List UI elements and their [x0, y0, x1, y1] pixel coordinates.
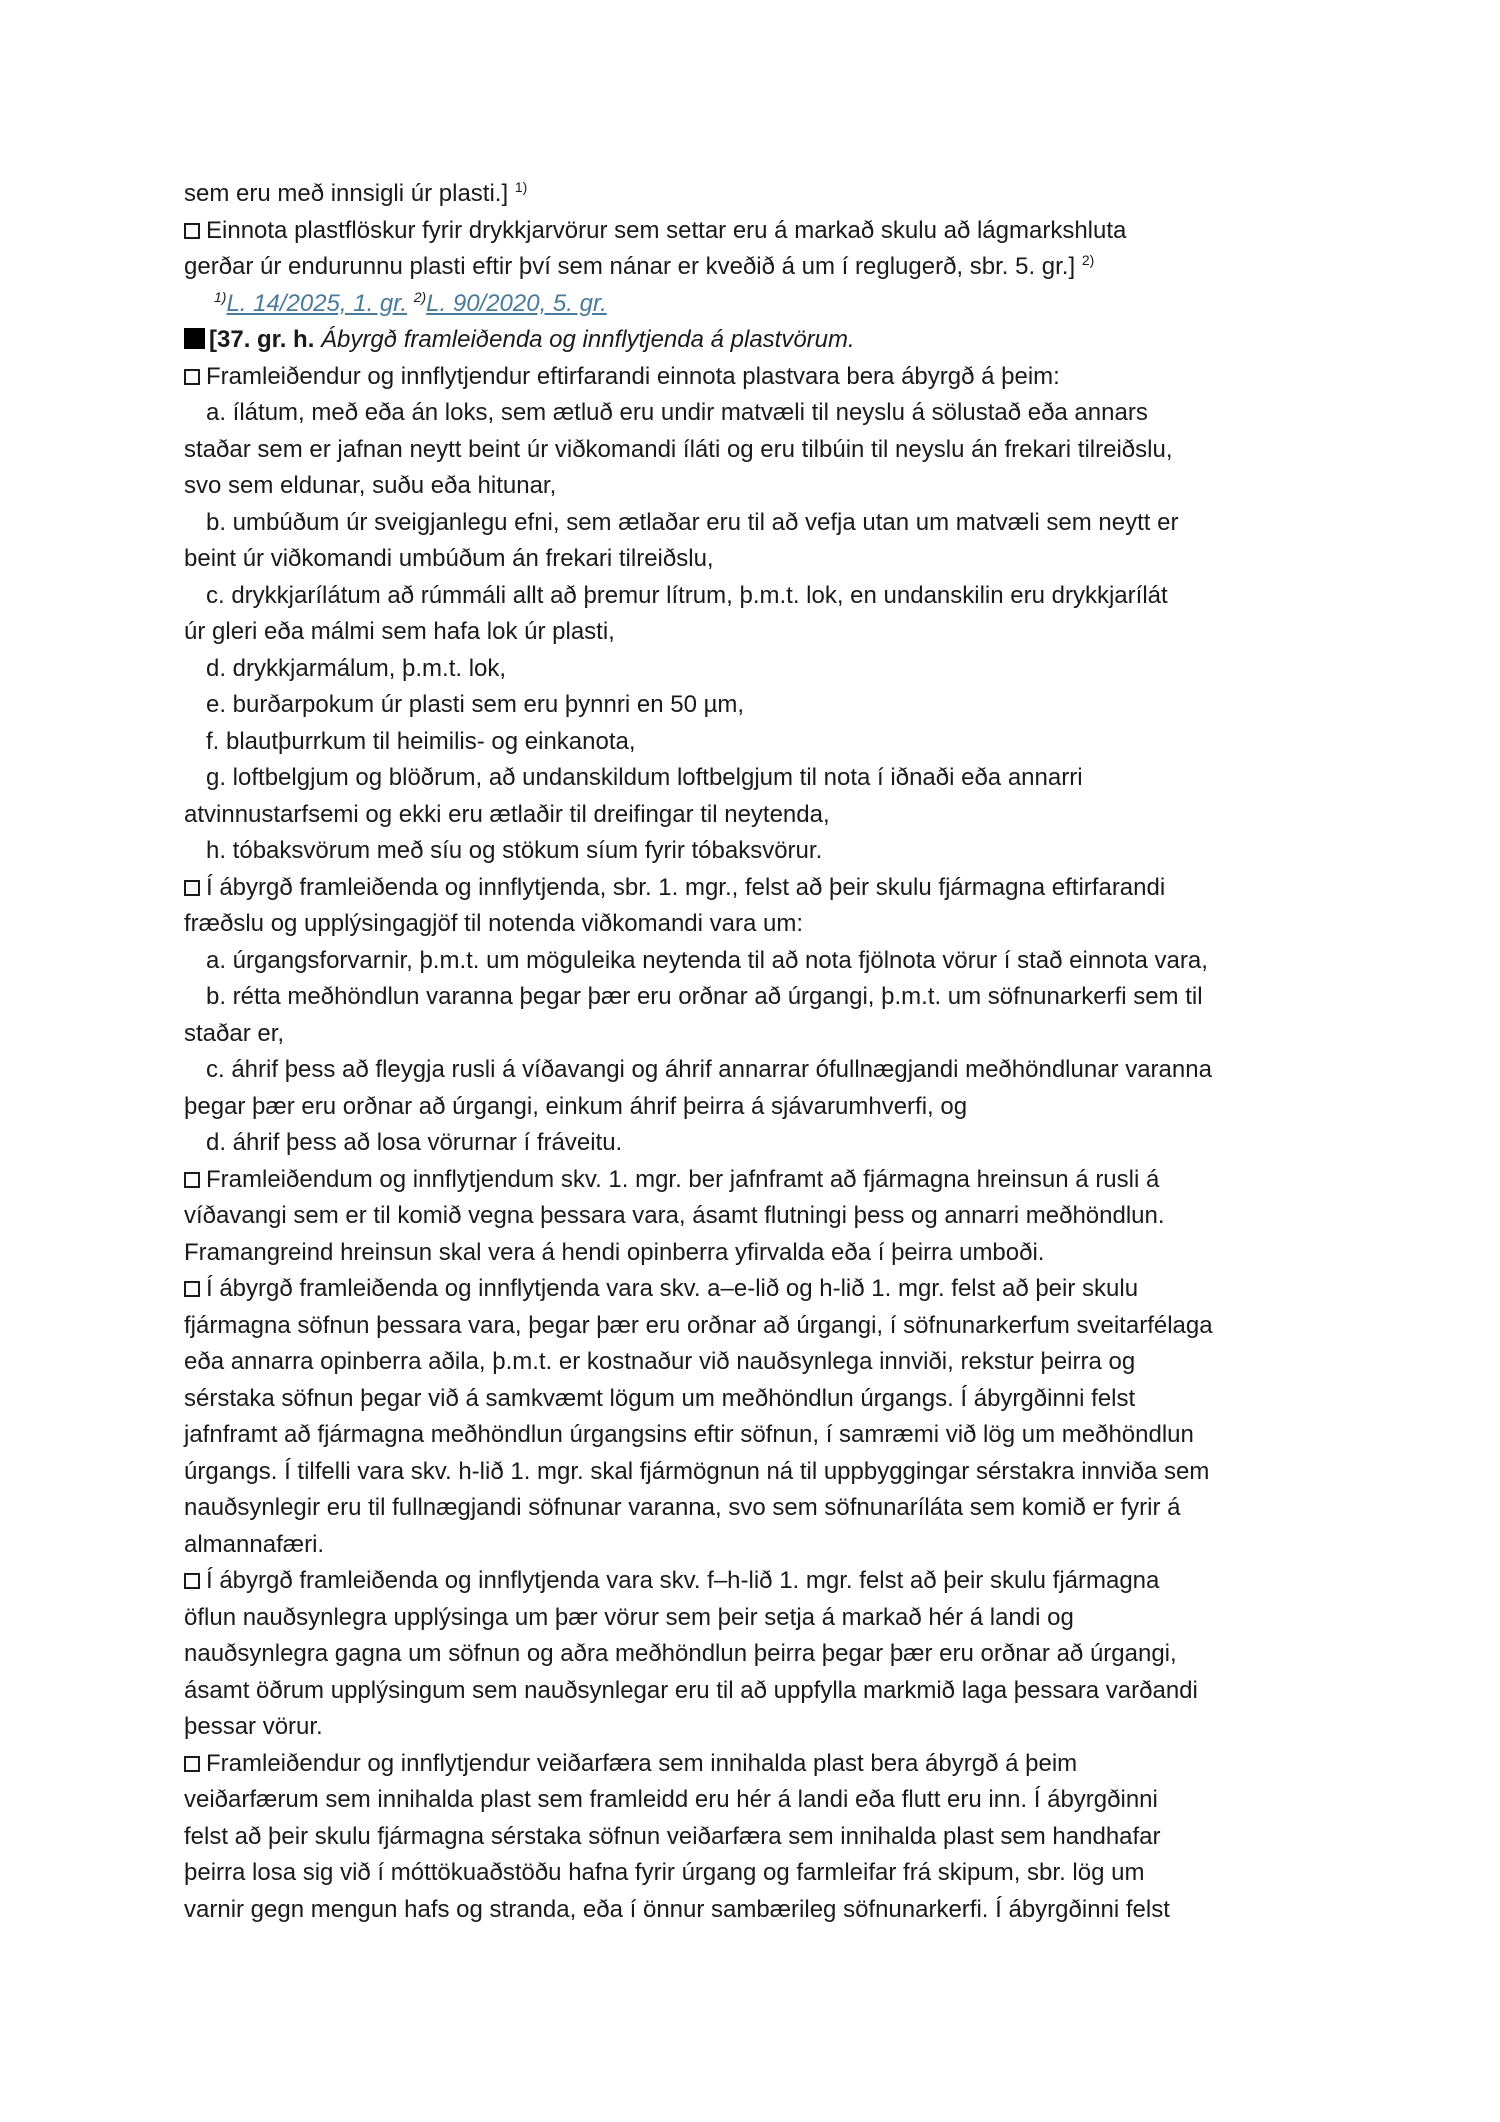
line-text: Einnota plastflöskur fyrir drykkjarvörur sem settar eru á markað skulu að lágmarkshluta — [206, 216, 1127, 244]
paragraph-start — [184, 1162, 1344, 1199]
line-text: þessar vörur. — [184, 1713, 323, 1740]
text-line — [184, 1673, 1344, 1710]
line-text: veiðarfærum sem innihalda plast sem framleidd eru hér á landi eða flutt eru inn. Í ábyrgðinni — [184, 1786, 1158, 1813]
text-line — [184, 1527, 1344, 1564]
paragraph-marker-icon — [184, 1573, 200, 1589]
text-line — [184, 1417, 1344, 1454]
line-text: Framangreind hreinsun skal vera á hendi opinberra yfirvalda eða í þeirra umboði. — [184, 1238, 1045, 1266]
line-text: fræðslu og upplýsingagjöf til notenda viðkomandi vara um: — [184, 910, 804, 937]
paragraph-marker-icon — [184, 1172, 200, 1188]
line-text: felst að þeir skulu fjármagna sérstaka söfnun veiðarfæra sem innihalda plast sem handhafar — [184, 1822, 1161, 1850]
text-line — [184, 541, 1344, 578]
paragraph-start — [184, 1746, 1344, 1783]
paragraph-marker-icon — [184, 1756, 200, 1772]
line-text: þeirra losa sig við í móttökuaðstöðu hafna fyrir úrgang og farmleifar frá skipum, sbr. lög um — [184, 1859, 1145, 1886]
line-text: öflun nauðsynlegra upplýsinga um þær vörur sem þeir setja á markað hér á landi og — [184, 1603, 1074, 1631]
list-item — [184, 651, 1344, 688]
list-item — [184, 395, 1344, 432]
line-text: g. loftbelgjum og blöðrum, að undanskildum loftbelgjum til nota í iðnaði eða annarri — [206, 764, 1083, 791]
line-text: a. ílátum, með eða án loks, sem ætluð eru undir matvæli til neyslu á sölustað eða annars — [206, 399, 1148, 426]
text-line — [184, 468, 1344, 505]
line-text: a. úrgangsforvarnir, þ.m.t. um möguleika neytenda til að nota fjölnota vörur í stað einnota vara, — [206, 946, 1208, 974]
list-item — [184, 1125, 1344, 1162]
line-text: c. drykkjarílátum að rúmmáli allt að þremur lítrum, þ.m.t. lok, en undanskilin eru drykkjarílát — [206, 581, 1168, 609]
article-number: [37. gr. h. — [209, 326, 315, 353]
paragraph-marker-icon — [184, 369, 200, 385]
article-heading — [184, 322, 1344, 359]
list-item — [184, 687, 1344, 724]
list-item — [184, 979, 1344, 1016]
line-text: staðar sem er jafnan neytt beint úr viðkomandi íláti og eru tilbúin til neyslu án frekari tilreiðslu, — [184, 435, 1173, 463]
paragraph-start — [184, 870, 1344, 907]
line-text: d. áhrif þess að losa vörurnar í fráveitu. — [206, 1129, 623, 1156]
paragraph-start — [184, 213, 1344, 250]
text-line — [184, 1198, 1344, 1235]
line-text: e. burðarpokum úr plasti sem eru þynnri en 50 µm, — [206, 691, 745, 718]
line-text: þegar þær eru orðnar að úrgangi, einkum áhrif þeirra á sjávarumhverfi, og — [184, 1092, 968, 1120]
line-text: c. áhrif þess að fleygja rusli á víðavangi og áhrif annarrar ófullnægjandi meðhöndlunar varanna — [206, 1056, 1212, 1083]
text-line — [184, 1709, 1344, 1746]
line-text: h. tóbaksvörum með síu og stökum síum fyrir tóbaksvörur. — [206, 837, 823, 864]
text-line — [184, 1381, 1344, 1418]
line-text: f. blautþurrkum til heimilis- og einkanota, — [206, 727, 636, 755]
footnote-link[interactable]: L. 90/2020, 5. gr. — [426, 289, 607, 317]
list-item — [184, 760, 1344, 797]
text-line — [184, 176, 1344, 213]
line-text: nauðsynlegra gagna um söfnun og aðra meðhöndlun þeirra þegar þær eru orðnar að úrgangi, — [184, 1640, 1177, 1667]
line-text: nauðsynlegir eru til fullnægjandi söfnunar varanna, svo sem söfnunaríláta sem komið er fyrir á — [184, 1494, 1181, 1521]
text-line — [184, 1490, 1344, 1527]
line-text: svo sem eldunar, suðu eða hitunar, — [184, 472, 557, 499]
text-line — [184, 614, 1344, 651]
text-line — [184, 1855, 1344, 1892]
list-item — [184, 943, 1344, 980]
line-text: staðar er, — [184, 1019, 285, 1047]
line-text: d. drykkjarmálum, þ.m.t. lok, — [206, 654, 507, 682]
text-line — [184, 249, 1344, 286]
paragraph-start — [184, 1563, 1344, 1600]
line-text: Í ábyrgð framleiðenda og innflytjenda, sbr. 1. mgr., felst að þeir skulu fjármagna eftirfarandi — [206, 873, 1166, 901]
footnote-link[interactable]: L. 14/2025, 1. gr. — [226, 289, 408, 317]
footnote-mark: 2) — [1081, 252, 1095, 268]
paragraph-marker-icon — [184, 1281, 200, 1297]
text-line — [184, 1782, 1344, 1819]
line-text: atvinnustarfsemi og ekki eru ætlaðir til dreifingar til neytenda, — [184, 800, 830, 828]
list-item — [184, 833, 1344, 870]
text-line — [184, 1308, 1344, 1345]
line-text: Í ábyrgð framleiðenda og innflytjenda vara skv. a–e-lið og h-lið 1. mgr. felst að þeir skulu — [206, 1275, 1139, 1302]
line-text: úrgangs. Í tilfelli vara skv. h-lið 1. mgr. skal fjármögnun ná til uppbyggingar sérstakra innviða sem — [184, 1457, 1210, 1485]
line-text: ásamt öðrum upplýsingum sem nauðsynlegar eru til að uppfylla markmið laga þessara varðandi — [184, 1676, 1198, 1704]
line-text: varnir gegn mengun hafs og stranda, eða í önnur sambærileg söfnunarkerfi. Í ábyrgðinni felst — [184, 1895, 1170, 1923]
text-line — [184, 432, 1344, 469]
paragraph-start — [184, 359, 1344, 396]
paragraph-marker-icon — [184, 880, 200, 896]
text-line — [184, 1600, 1344, 1637]
paragraph-marker-icon — [184, 223, 200, 239]
text-line — [184, 1636, 1344, 1673]
text-line — [184, 1235, 1344, 1272]
line-text: Í ábyrgð framleiðenda og innflytjenda vara skv. f–h-lið 1. mgr. felst að þeir skulu fjármagna — [206, 1567, 1160, 1594]
article-title: Ábyrgð framleiðenda og innflytjenda á plastvörum. — [321, 326, 855, 353]
list-item — [184, 578, 1344, 615]
line-text: Framleiðendur og innflytjendur veiðarfæra sem innihalda plast bera ábyrgð á þeim — [206, 1749, 1078, 1777]
paragraph-start — [184, 1271, 1344, 1308]
law-text — [184, 176, 1344, 1928]
line-text: fjármagna söfnun þessara vara, þegar þær eru orðnar að úrgangi, í söfnunarkerfum sveitarfélaga — [184, 1311, 1213, 1339]
text-line — [184, 1344, 1344, 1381]
line-text: beint úr viðkomandi umbúðum án frekari tilreiðslu, — [184, 545, 714, 572]
footnote-mark: 2) — [413, 288, 427, 305]
list-item — [184, 724, 1344, 761]
line-text: b. umbúðum úr sveigjanlegu efni, sem ætlaðar eru til að vefja utan um matvæli sem neytt er — [206, 508, 1179, 536]
list-item — [184, 1052, 1344, 1089]
line-text: Framleiðendur og innflytjendur eftirfarandi einnota plastvara bera ábyrgð á þeim: — [206, 362, 1060, 390]
line-text: jafnframt að fjármagna meðhöndlun úrgangsins eftir söfnun, í samræmi við lög um meðhöndlun — [184, 1421, 1194, 1448]
footnote-mark: 1) — [214, 288, 227, 305]
line-text: sérstaka söfnun þegar við á samkvæmt lögum um meðhöndlun úrgangs. Í ábyrgðinni felst — [184, 1384, 1136, 1412]
text-line — [184, 1892, 1344, 1929]
line-text: Framleiðendum og innflytjendum skv. 1. mgr. ber jafnframt að fjármagna hreinsun á rusli á — [206, 1165, 1160, 1193]
line-text: gerðar úr endurunnu plasti eftir því sem nánar er kveðið á um í reglugerð, sbr. 5. gr.] — [184, 253, 1076, 280]
line-text: úr gleri eða málmi sem hafa lok úr plasti, — [184, 618, 615, 645]
footnote-mark: 1) — [514, 179, 528, 195]
footnote-references — [184, 286, 1344, 323]
text-line — [184, 906, 1344, 943]
text-line — [184, 797, 1344, 834]
line-text: sem eru með innsigli úr plasti.] — [184, 180, 509, 207]
line-text: víðavangi sem er til komið vegna þessara vara, ásamt flutningi þess og annarri meðhöndlun. — [184, 1202, 1165, 1229]
line-text: b. rétta meðhöndlun varanna þegar þær eru orðnar að úrgangi, þ.m.t. um söfnunarkerfi sem til — [206, 983, 1203, 1010]
text-line — [184, 1454, 1344, 1491]
list-item — [184, 505, 1344, 542]
article-marker-icon — [184, 328, 205, 349]
text-line — [184, 1819, 1344, 1856]
line-text: eða annarra opinberra aðila, þ.m.t. er kostnaður við nauðsynlega innviði, rekstur þeirra og — [184, 1348, 1136, 1375]
text-line — [184, 1016, 1344, 1053]
text-line — [184, 1089, 1344, 1126]
line-text: almannafæri. — [184, 1530, 325, 1558]
